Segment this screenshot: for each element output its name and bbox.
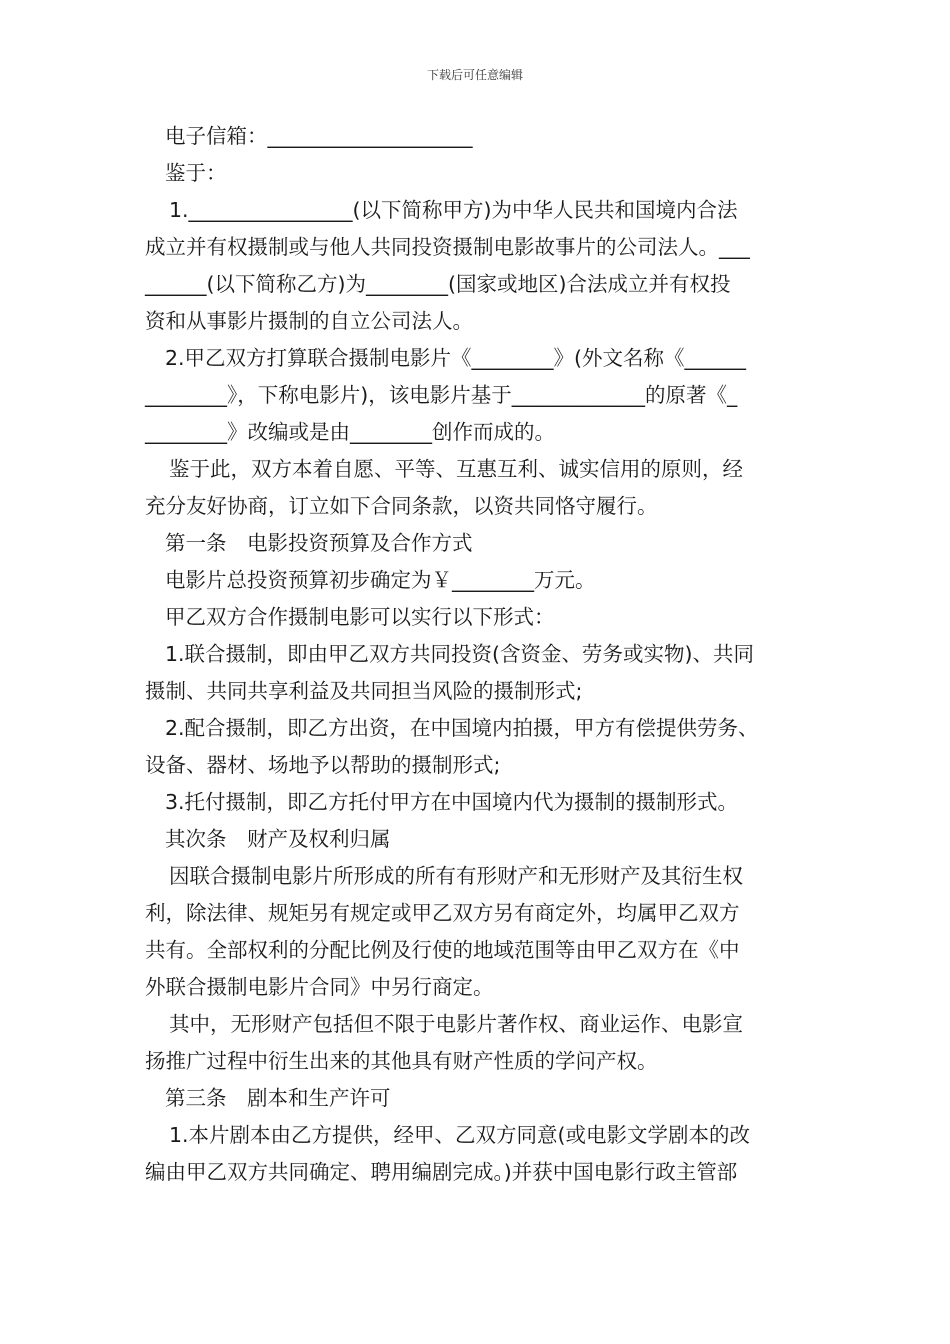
text-line: 外联合摄制电影片合同》中另行商定。 bbox=[145, 975, 494, 999]
text-line: 1.联合摄制，即由甲乙双方共同投资(含资金、劳务或实物)、共同 bbox=[165, 642, 755, 666]
text-line: ________》，下称电影片)，该电影片基于_____________的原著《_ bbox=[145, 383, 738, 407]
text-line: 编由甲乙双方共同确定、聘用编剧完成。)并获中国电影行政主管部 bbox=[145, 1160, 738, 1184]
text-line: 鉴于此，双方本着自愿、平等、互惠互利、诚实信用的原则，经 bbox=[169, 457, 743, 481]
section-heading: 第三条 剧本和生产许可 bbox=[165, 1086, 391, 1110]
text-line: 甲乙双方合作摄制电影可以实行以下形式： bbox=[165, 605, 555, 629]
text-line: 1.________________(以下简称甲方)为中华人民共和国境内合法 bbox=[169, 198, 738, 222]
text-line: 扬推广过程中衍生出来的其他具有财产性质的学问产权。 bbox=[145, 1049, 658, 1073]
text-line: 因联合摄制电影片所形成的所有有形财产和无形财产及其衍生权 bbox=[169, 864, 743, 888]
text-line: 2.甲乙双方打算联合摄制电影片《________》(外文名称《______ bbox=[165, 346, 747, 370]
text-line: 摄制、共同共享利益及共同担当风险的摄制形式; bbox=[145, 679, 583, 703]
text-line: 充分友好协商，订立如下合同条款，以资共同恪守履行。 bbox=[145, 494, 658, 518]
text-line: 3.托付摄制，即乙方托付甲方在中国境内代为摄制的摄制形式。 bbox=[165, 790, 739, 814]
text-line: 其中，无形财产包括但不限于电影片著作权、商业运作、电影宣 bbox=[169, 1012, 743, 1036]
text-line: 鉴于： bbox=[165, 161, 227, 185]
text-line: 共有。全部权利的分配比例及行使的地域范围等由甲乙双方在《中 bbox=[145, 938, 740, 962]
document-body bbox=[145, 118, 810, 1191]
page-header-note: 下载后可任意编辑 bbox=[426, 68, 523, 82]
text-line: 设备、器材、场地予以帮助的摄制形式; bbox=[145, 753, 501, 777]
text-line: 利，除法律、规矩另有规定或甲乙双方另有商定外，均属甲乙双方 bbox=[145, 901, 740, 925]
text-line: 成立并有权摄制或与他人共同投资摄制电影故事片的公司法人。___ bbox=[145, 235, 750, 259]
text-line: 资和从事影片摄制的自立公司法人。 bbox=[145, 309, 473, 333]
text-line: 1.本片剧本由乙方提供，经甲、乙双方同意(或电影文学剧本的改 bbox=[169, 1123, 751, 1147]
text-line: 电子信箱：____________________ bbox=[165, 124, 473, 148]
text-line: 2.配合摄制，即乙方出资，在中国境内拍摄，甲方有偿提供劳务、 bbox=[165, 716, 759, 740]
section-heading: 其次条 财产及权利归属 bbox=[165, 827, 391, 851]
section-heading: 第一条 电影投资预算及合作方式 bbox=[165, 531, 473, 555]
text-line: ______(以下简称乙方)为________(国家或地区)合法成立并有权投 bbox=[145, 272, 731, 296]
text-line: 电影片总投资预算初步确定为￥________万元。 bbox=[165, 568, 596, 592]
text-line: ________》改编或是由________创作而成的。 bbox=[145, 420, 555, 444]
